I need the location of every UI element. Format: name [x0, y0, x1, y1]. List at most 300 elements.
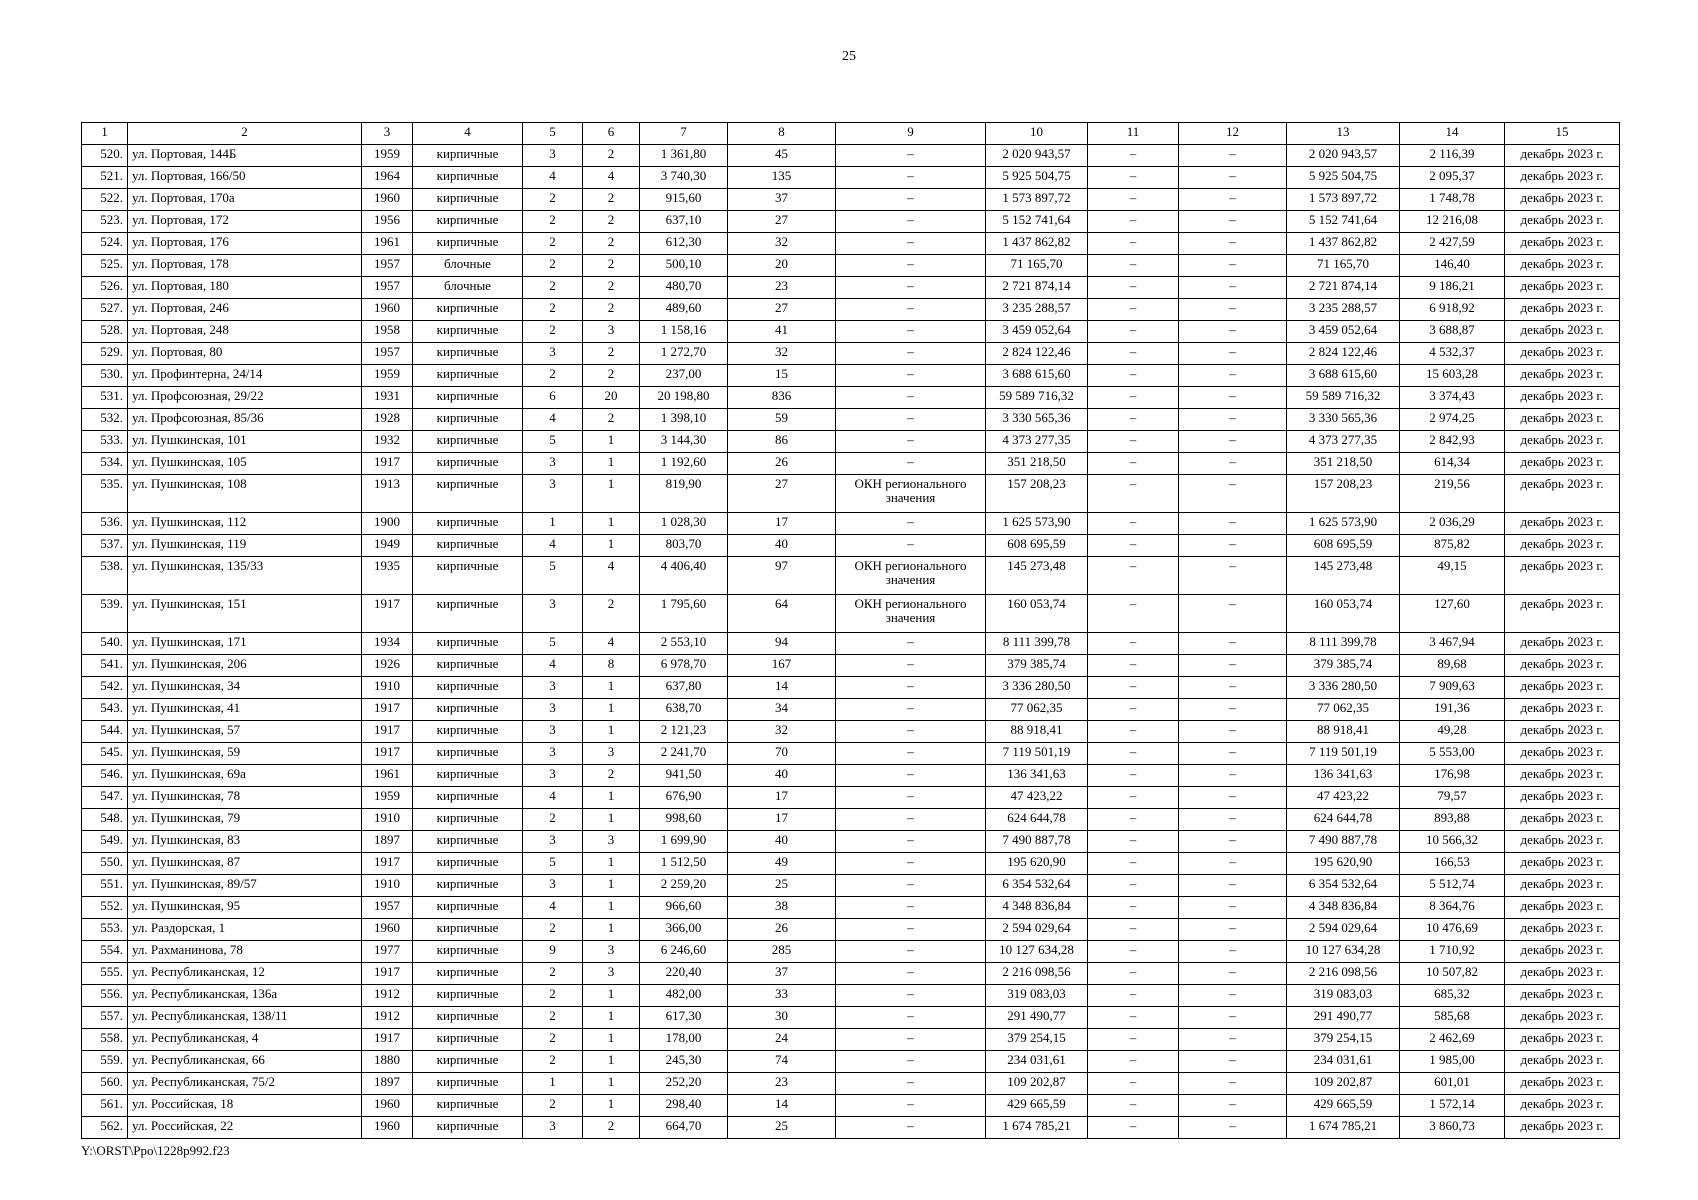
cell-12: –: [1179, 557, 1287, 595]
row-number: 521.: [82, 167, 128, 189]
floors: 5: [523, 633, 583, 655]
cost-per-sqm: 219,56: [1400, 475, 1505, 513]
year-built: 1917: [362, 721, 413, 743]
table-row: [82, 343, 1620, 365]
deadline: декабрь 2023 г.: [1505, 787, 1620, 809]
cost-total: 195 620,90: [1287, 853, 1400, 875]
floors: 4: [523, 787, 583, 809]
wall-material: кирпичные: [413, 595, 523, 633]
address: ул. Пушкинская, 206: [128, 655, 362, 677]
row-number: 550.: [82, 853, 128, 875]
wall-material: кирпичные: [413, 919, 523, 941]
wall-material: кирпичные: [413, 189, 523, 211]
cell-11: –: [1088, 453, 1179, 475]
row-number: 522.: [82, 189, 128, 211]
table-row: [82, 875, 1620, 897]
floors: 1: [523, 513, 583, 535]
entrances: 20: [583, 387, 640, 409]
heritage-status: –: [836, 831, 986, 853]
cell-11: –: [1088, 233, 1179, 255]
wall-material: кирпичные: [413, 677, 523, 699]
cell-11: –: [1088, 963, 1179, 985]
cell-11: –: [1088, 535, 1179, 557]
cost-per-sqm: 146,40: [1400, 255, 1505, 277]
cell-11: –: [1088, 809, 1179, 831]
floors: 4: [523, 167, 583, 189]
cell-11: –: [1088, 919, 1179, 941]
heritage-status: –: [836, 365, 986, 387]
cost-per-sqm: 10 476,69: [1400, 919, 1505, 941]
cell-11: –: [1088, 765, 1179, 787]
row-number: 551.: [82, 875, 128, 897]
year-built: 1931: [362, 387, 413, 409]
year-built: 1917: [362, 595, 413, 633]
total-cost: 2 216 098,56: [986, 963, 1088, 985]
year-built: 1926: [362, 655, 413, 677]
deadline: декабрь 2023 г.: [1505, 1073, 1620, 1095]
cost-total: 2 824 122,46: [1287, 343, 1400, 365]
table-row: [82, 321, 1620, 343]
area: 638,70: [640, 699, 728, 721]
row-number: 559.: [82, 1051, 128, 1073]
total-cost: 291 490,77: [986, 1007, 1088, 1029]
floors: 3: [523, 831, 583, 853]
deadline: декабрь 2023 г.: [1505, 897, 1620, 919]
total-cost: 77 062,35: [986, 699, 1088, 721]
wall-material: кирпичные: [413, 875, 523, 897]
cell-12: –: [1179, 721, 1287, 743]
table-row: [82, 963, 1620, 985]
table-row: [82, 1029, 1620, 1051]
cell-12: –: [1179, 365, 1287, 387]
residents: 37: [728, 963, 836, 985]
table-row: [82, 431, 1620, 453]
year-built: 1964: [362, 167, 413, 189]
row-number: 557.: [82, 1007, 128, 1029]
deadline: декабрь 2023 г.: [1505, 853, 1620, 875]
row-number: 548.: [82, 809, 128, 831]
residents: 26: [728, 919, 836, 941]
entrances: 1: [583, 677, 640, 699]
total-cost: 379 385,74: [986, 655, 1088, 677]
entrances: 2: [583, 233, 640, 255]
cost-total: 136 341,63: [1287, 765, 1400, 787]
year-built: 1912: [362, 1007, 413, 1029]
entrances: 3: [583, 743, 640, 765]
cell-12: –: [1179, 167, 1287, 189]
cost-total: 6 354 532,64: [1287, 875, 1400, 897]
year-built: 1959: [362, 145, 413, 167]
year-built: 1934: [362, 633, 413, 655]
entrances: 1: [583, 699, 640, 721]
residents: 32: [728, 721, 836, 743]
row-number: 544.: [82, 721, 128, 743]
heritage-status: –: [836, 535, 986, 557]
floors: 5: [523, 853, 583, 875]
column-header-12: 12: [1179, 123, 1287, 145]
cell-11: –: [1088, 875, 1179, 897]
wall-material: кирпичные: [413, 1073, 523, 1095]
cost-total: 88 918,41: [1287, 721, 1400, 743]
floors: 2: [523, 299, 583, 321]
residents: 27: [728, 475, 836, 513]
residents: 40: [728, 765, 836, 787]
deadline: декабрь 2023 г.: [1505, 1029, 1620, 1051]
total-cost: 2 594 029,64: [986, 919, 1088, 941]
cost-per-sqm: 3 467,94: [1400, 633, 1505, 655]
entrances: 2: [583, 189, 640, 211]
address: ул. Портовая, 166/50: [128, 167, 362, 189]
heritage-status: ОКН регионального значения: [836, 475, 986, 513]
cell-11: –: [1088, 475, 1179, 513]
address: ул. Республиканская, 66: [128, 1051, 362, 1073]
wall-material: кирпичные: [413, 513, 523, 535]
total-cost: 4 373 277,35: [986, 431, 1088, 453]
year-built: 1949: [362, 535, 413, 557]
cost-per-sqm: 585,68: [1400, 1007, 1505, 1029]
row-number: 530.: [82, 365, 128, 387]
address: ул. Портовая, 172: [128, 211, 362, 233]
cost-total: 351 218,50: [1287, 453, 1400, 475]
year-built: 1932: [362, 431, 413, 453]
column-header-11: 11: [1088, 123, 1179, 145]
address: ул. Пушкинская, 171: [128, 633, 362, 655]
total-cost: 136 341,63: [986, 765, 1088, 787]
wall-material: кирпичные: [413, 897, 523, 919]
deadline: декабрь 2023 г.: [1505, 321, 1620, 343]
cell-11: –: [1088, 787, 1179, 809]
entrances: 1: [583, 1029, 640, 1051]
column-header-7: 7: [640, 123, 728, 145]
cost-total: 1 573 897,72: [1287, 189, 1400, 211]
total-cost: 4 348 836,84: [986, 897, 1088, 919]
area: 1 699,90: [640, 831, 728, 853]
deadline: декабрь 2023 г.: [1505, 743, 1620, 765]
cell-12: –: [1179, 409, 1287, 431]
area: 1 398,10: [640, 409, 728, 431]
floors: 3: [523, 765, 583, 787]
address: ул. Пушкинская, 59: [128, 743, 362, 765]
wall-material: кирпичные: [413, 167, 523, 189]
row-number: 520.: [82, 145, 128, 167]
cell-12: –: [1179, 765, 1287, 787]
wall-material: кирпичные: [413, 765, 523, 787]
deadline: декабрь 2023 г.: [1505, 387, 1620, 409]
cell-11: –: [1088, 985, 1179, 1007]
table-row: [82, 453, 1620, 475]
heritage-status: –: [836, 655, 986, 677]
wall-material: кирпичные: [413, 831, 523, 853]
cell-11: –: [1088, 1117, 1179, 1139]
residents: 37: [728, 189, 836, 211]
cell-12: –: [1179, 633, 1287, 655]
cost-total: 157 208,23: [1287, 475, 1400, 513]
floors: 2: [523, 919, 583, 941]
residents: 25: [728, 875, 836, 897]
deadline: декабрь 2023 г.: [1505, 365, 1620, 387]
wall-material: кирпичные: [413, 655, 523, 677]
wall-material: кирпичные: [413, 941, 523, 963]
heritage-status: –: [836, 897, 986, 919]
address: ул. Портовая, 170а: [128, 189, 362, 211]
total-cost: 88 918,41: [986, 721, 1088, 743]
residents: 94: [728, 633, 836, 655]
heritage-status: –: [836, 1029, 986, 1051]
row-number: 526.: [82, 277, 128, 299]
cell-12: –: [1179, 211, 1287, 233]
year-built: 1935: [362, 557, 413, 595]
address: ул. Пушкинская, 78: [128, 787, 362, 809]
wall-material: кирпичные: [413, 1007, 523, 1029]
wall-material: кирпичные: [413, 809, 523, 831]
floors: 9: [523, 941, 583, 963]
heritage-status: –: [836, 453, 986, 475]
table-row: [82, 513, 1620, 535]
entrances: 2: [583, 255, 640, 277]
total-cost: 608 695,59: [986, 535, 1088, 557]
table-row: [82, 255, 1620, 277]
residents: 17: [728, 787, 836, 809]
floors: 4: [523, 897, 583, 919]
entrances: 1: [583, 1073, 640, 1095]
heritage-status: –: [836, 963, 986, 985]
heritage-status: –: [836, 189, 986, 211]
entrances: 2: [583, 595, 640, 633]
year-built: 1917: [362, 743, 413, 765]
cost-per-sqm: 601,01: [1400, 1073, 1505, 1095]
total-cost: 160 053,74: [986, 595, 1088, 633]
address: ул. Республиканская, 75/2: [128, 1073, 362, 1095]
row-number: 552.: [82, 897, 128, 919]
residents: 33: [728, 985, 836, 1007]
cell-11: –: [1088, 941, 1179, 963]
cost-total: 2 594 029,64: [1287, 919, 1400, 941]
cell-11: –: [1088, 387, 1179, 409]
floors: 2: [523, 1007, 583, 1029]
cell-12: –: [1179, 919, 1287, 941]
row-number: 558.: [82, 1029, 128, 1051]
table-row: [82, 475, 1620, 513]
area: 482,00: [640, 985, 728, 1007]
floors: 2: [523, 985, 583, 1007]
residents: 40: [728, 535, 836, 557]
table-row: [82, 743, 1620, 765]
total-cost: 2 020 943,57: [986, 145, 1088, 167]
entrances: 1: [583, 809, 640, 831]
residents: 26: [728, 453, 836, 475]
floors: 3: [523, 343, 583, 365]
deadline: декабрь 2023 г.: [1505, 513, 1620, 535]
deadline: декабрь 2023 г.: [1505, 1095, 1620, 1117]
cell-12: –: [1179, 387, 1287, 409]
cost-total: 379 254,15: [1287, 1029, 1400, 1051]
year-built: 1977: [362, 941, 413, 963]
cell-12: –: [1179, 299, 1287, 321]
entrances: 1: [583, 985, 640, 1007]
year-built: 1880: [362, 1051, 413, 1073]
year-built: 1957: [362, 897, 413, 919]
deadline: декабрь 2023 г.: [1505, 809, 1620, 831]
residents: 17: [728, 513, 836, 535]
row-number: 555.: [82, 963, 128, 985]
total-cost: 7 119 501,19: [986, 743, 1088, 765]
wall-material: кирпичные: [413, 299, 523, 321]
row-number: 528.: [82, 321, 128, 343]
area: 252,20: [640, 1073, 728, 1095]
floors: 2: [523, 809, 583, 831]
cell-12: –: [1179, 1073, 1287, 1095]
floors: 2: [523, 365, 583, 387]
year-built: 1917: [362, 699, 413, 721]
total-cost: 157 208,23: [986, 475, 1088, 513]
total-cost: 71 165,70: [986, 255, 1088, 277]
table-row: [82, 365, 1620, 387]
entrances: 2: [583, 299, 640, 321]
heritage-status: –: [836, 431, 986, 453]
table-row: [82, 595, 1620, 633]
total-cost: 195 620,90: [986, 853, 1088, 875]
heritage-status: –: [836, 1095, 986, 1117]
entrances: 2: [583, 211, 640, 233]
table-row: [82, 387, 1620, 409]
wall-material: кирпичные: [413, 321, 523, 343]
table-row: [82, 809, 1620, 831]
total-cost: 7 490 887,78: [986, 831, 1088, 853]
cell-11: –: [1088, 343, 1179, 365]
cell-11: –: [1088, 409, 1179, 431]
cell-12: –: [1179, 1029, 1287, 1051]
wall-material: блочные: [413, 277, 523, 299]
floors: 3: [523, 721, 583, 743]
table-body: [82, 145, 1620, 1139]
heritage-status: –: [836, 321, 986, 343]
table-row: [82, 233, 1620, 255]
wall-material: кирпичные: [413, 699, 523, 721]
year-built: 1960: [362, 919, 413, 941]
cost-total: 8 111 399,78: [1287, 633, 1400, 655]
total-cost: 8 111 399,78: [986, 633, 1088, 655]
entrances: 1: [583, 853, 640, 875]
cost-per-sqm: 685,32: [1400, 985, 1505, 1007]
deadline: декабрь 2023 г.: [1505, 189, 1620, 211]
area: 6 978,70: [640, 655, 728, 677]
cell-11: –: [1088, 321, 1179, 343]
floors: 3: [523, 875, 583, 897]
deadline: декабрь 2023 г.: [1505, 1007, 1620, 1029]
address: ул. Республиканская, 138/11: [128, 1007, 362, 1029]
table-row: [82, 1117, 1620, 1139]
cost-total: 3 235 288,57: [1287, 299, 1400, 321]
cell-11: –: [1088, 595, 1179, 633]
floors: 4: [523, 655, 583, 677]
heritage-status: –: [836, 853, 986, 875]
residents: 285: [728, 941, 836, 963]
table-row: [82, 409, 1620, 431]
floors: 3: [523, 699, 583, 721]
cost-per-sqm: 15 603,28: [1400, 365, 1505, 387]
floors: 2: [523, 189, 583, 211]
year-built: 1958: [362, 321, 413, 343]
table-row: [82, 211, 1620, 233]
wall-material: кирпичные: [413, 535, 523, 557]
area: 2 241,70: [640, 743, 728, 765]
entrances: 1: [583, 897, 640, 919]
address: ул. Пушкинская, 151: [128, 595, 362, 633]
cell-11: –: [1088, 1073, 1179, 1095]
wall-material: кирпичные: [413, 387, 523, 409]
entrances: 1: [583, 1095, 640, 1117]
residents: 32: [728, 233, 836, 255]
address: ул. Пушкинская, 69а: [128, 765, 362, 787]
total-cost: 59 589 716,32: [986, 387, 1088, 409]
table-row: [82, 1007, 1620, 1029]
area: 4 406,40: [640, 557, 728, 595]
wall-material: кирпичные: [413, 453, 523, 475]
address: ул. Пушкинская, 101: [128, 431, 362, 453]
row-number: 562.: [82, 1117, 128, 1139]
year-built: 1960: [362, 1095, 413, 1117]
deadline: декабрь 2023 г.: [1505, 677, 1620, 699]
cell-12: –: [1179, 233, 1287, 255]
cost-per-sqm: 2 427,59: [1400, 233, 1505, 255]
total-cost: 234 031,61: [986, 1051, 1088, 1073]
floors: 3: [523, 145, 583, 167]
year-built: 1910: [362, 809, 413, 831]
cost-per-sqm: 2 095,37: [1400, 167, 1505, 189]
address: ул. Пушкинская, 57: [128, 721, 362, 743]
cost-total: 379 385,74: [1287, 655, 1400, 677]
column-header-4: 4: [413, 123, 523, 145]
area: 966,60: [640, 897, 728, 919]
area: 245,30: [640, 1051, 728, 1073]
residents: 74: [728, 1051, 836, 1073]
deadline: декабрь 2023 г.: [1505, 145, 1620, 167]
heritage-status: –: [836, 633, 986, 655]
address: ул. Портовая, 246: [128, 299, 362, 321]
cost-per-sqm: 2 036,29: [1400, 513, 1505, 535]
cost-per-sqm: 49,28: [1400, 721, 1505, 743]
cell-12: –: [1179, 787, 1287, 809]
entrances: 1: [583, 513, 640, 535]
row-number: 546.: [82, 765, 128, 787]
row-number: 532.: [82, 409, 128, 431]
table-row: [82, 985, 1620, 1007]
residents: 24: [728, 1029, 836, 1051]
cost-total: 7 490 887,78: [1287, 831, 1400, 853]
entrances: 1: [583, 787, 640, 809]
heritage-status: –: [836, 1117, 986, 1139]
wall-material: кирпичные: [413, 743, 523, 765]
total-cost: 351 218,50: [986, 453, 1088, 475]
total-cost: 3 235 288,57: [986, 299, 1088, 321]
deadline: декабрь 2023 г.: [1505, 1117, 1620, 1139]
area: 366,00: [640, 919, 728, 941]
cell-12: –: [1179, 1051, 1287, 1073]
cell-12: –: [1179, 255, 1287, 277]
column-header-15: 15: [1505, 123, 1620, 145]
table-row: [82, 699, 1620, 721]
area: 664,70: [640, 1117, 728, 1139]
cell-11: –: [1088, 1095, 1179, 1117]
residents: 23: [728, 277, 836, 299]
table-row: [82, 277, 1620, 299]
cost-per-sqm: 10 507,82: [1400, 963, 1505, 985]
total-cost: 3 336 280,50: [986, 677, 1088, 699]
cost-per-sqm: 893,88: [1400, 809, 1505, 831]
cost-per-sqm: 89,68: [1400, 655, 1505, 677]
area: 20 198,80: [640, 387, 728, 409]
heritage-status: –: [836, 787, 986, 809]
